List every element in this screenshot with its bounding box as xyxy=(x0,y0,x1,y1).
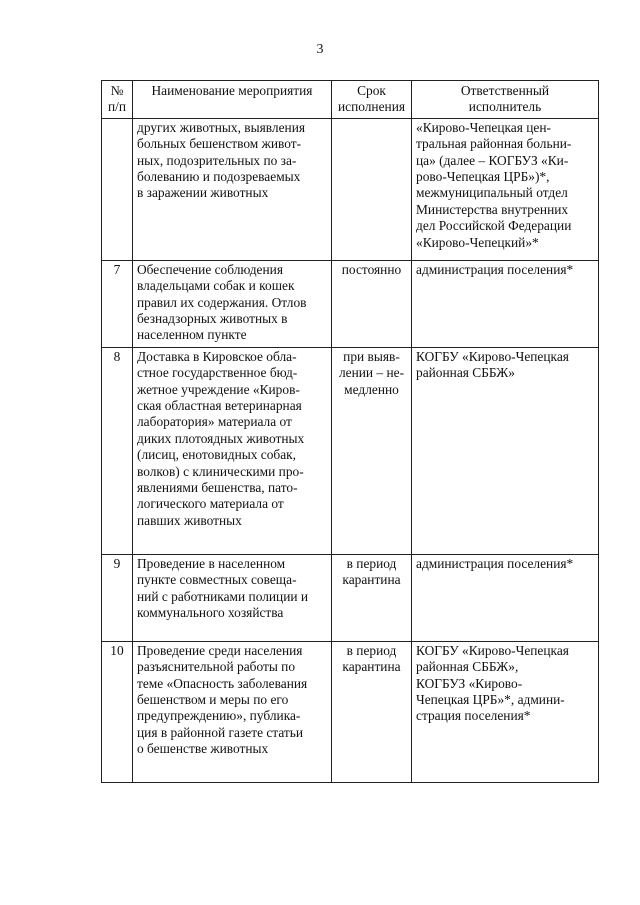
cell-line: ская областная ветеринарная xyxy=(137,398,302,414)
header-num xyxy=(102,81,133,119)
row-num-cell xyxy=(102,118,133,260)
table-header-row xyxy=(102,81,599,119)
row-name-cell xyxy=(133,260,332,347)
cell-line: п/п xyxy=(107,99,127,115)
cell-line: Проведение в населенном xyxy=(137,555,286,571)
row-num-cell: 8 xyxy=(102,347,133,554)
row-term-cell xyxy=(332,118,412,260)
cell-line: медленно xyxy=(344,381,399,397)
cell-line: № xyxy=(110,83,124,98)
cell-line: павших животных xyxy=(137,512,242,528)
cell-line: Министерства внутренних xyxy=(416,201,569,217)
cell-line: правил их содержания. Отлов xyxy=(137,294,307,310)
row-name-cell xyxy=(133,641,332,782)
cell-line: районная СББЖ» xyxy=(416,365,515,381)
cell-line: лении – не- xyxy=(338,365,405,381)
activities-table xyxy=(101,80,599,783)
cell-line: постоянно xyxy=(341,261,402,277)
cell-line: страция поселения* xyxy=(416,708,531,724)
cell-line: администрация поселения* xyxy=(416,555,574,571)
cell-line: ца» (далее – КОГБУЗ «Ки- xyxy=(416,152,569,168)
cell-line: межмуниципальный отдел xyxy=(416,185,568,201)
table-row-8 xyxy=(102,347,599,554)
row-responsible-cell xyxy=(412,641,599,782)
table-row-10 xyxy=(102,641,599,782)
row-num-cell: 7 xyxy=(102,260,133,347)
row-name-cell xyxy=(133,554,332,641)
cell-line: волков) с клиническими про- xyxy=(137,463,304,479)
cell-line: в период xyxy=(346,555,397,571)
page-number: 3 xyxy=(316,42,324,57)
cell-line: предупреждению», публика- xyxy=(137,708,301,724)
cell-line: карантина xyxy=(342,572,401,588)
cell-line: дел Российской Федерации xyxy=(416,218,572,234)
cell-line: теме «Опасность заболевания xyxy=(137,675,308,691)
header-responsible xyxy=(412,81,599,119)
cell-line: исполнитель xyxy=(468,99,542,115)
row-term-cell xyxy=(332,641,412,782)
cell-line: районная СББЖ», xyxy=(416,659,519,675)
cell-line: тральная районная больни- xyxy=(416,136,572,152)
row-responsible-cell xyxy=(412,347,599,554)
cell-line: в заражении животных xyxy=(137,185,269,201)
cell-line: Доставка в Кировское обла- xyxy=(137,348,297,364)
header-name xyxy=(133,81,332,119)
cell-line: больных бешенством живот- xyxy=(137,136,302,152)
table-row-9 xyxy=(102,554,599,641)
cell-line: диких плотоядных животных xyxy=(137,430,305,446)
row-responsible-cell xyxy=(412,118,599,260)
cell-line: пункте совместных совеща- xyxy=(137,572,297,588)
cell-line: других животных, выявления xyxy=(137,119,306,135)
cell-line: болеванию и подозреваемых xyxy=(137,169,301,185)
cell-line: жетное учреждение «Киров- xyxy=(137,381,300,397)
header-term xyxy=(332,81,412,119)
cell-line: Обеспечение соблюдения xyxy=(137,261,283,277)
cell-line: Чепецкая ЦРБ»*, админи- xyxy=(416,692,565,708)
cell-line: ция в районной газете статьи xyxy=(137,724,304,740)
cell-line: ний с работниками полиции и xyxy=(137,588,309,604)
cell-line: администрация поселения* xyxy=(416,261,574,277)
cell-line: логического материала от xyxy=(137,496,284,512)
cell-line: Наименование мероприятия xyxy=(151,83,313,98)
cell-line: (лисиц, енотовидных собак, xyxy=(137,447,297,463)
row-num-cell: 10 xyxy=(102,641,133,782)
row-term-cell xyxy=(332,260,412,347)
cell-line: в период xyxy=(346,642,397,658)
row-responsible-cell xyxy=(412,554,599,641)
cell-line: рово-Чепецкая ЦРБ»)*, xyxy=(416,169,550,185)
cell-line: «Кирово-Чепецкий»* xyxy=(416,234,539,250)
cell-line: лаборатория» материала от xyxy=(137,414,292,430)
table-row-7 xyxy=(102,260,599,347)
cell-line: «Кирово-Чепецкая цен- xyxy=(416,119,551,135)
cell-line: стное государственное бюд- xyxy=(137,365,298,381)
row-responsible-cell xyxy=(412,260,599,347)
cell-line: Проведение среди населения xyxy=(137,642,303,658)
cell-line: явлениями бешенства, пато- xyxy=(137,480,298,496)
row-num-cell: 9 xyxy=(102,554,133,641)
cell-line: карантина xyxy=(342,659,401,675)
cell-line: КОГБУ «Кирово-Чепецкая xyxy=(416,642,569,658)
cell-line: Срок xyxy=(357,83,386,98)
cell-line: о бешенстве животных xyxy=(137,741,269,757)
cell-line: ных, подозрительных по за- xyxy=(137,152,297,168)
cell-line: владельцами собак и кошек xyxy=(137,278,295,294)
cell-line: Ответственный xyxy=(460,83,550,98)
row-name-cell xyxy=(133,347,332,554)
row-term-cell xyxy=(332,554,412,641)
row-name-cell xyxy=(133,118,332,260)
cell-line: при выяв- xyxy=(343,348,400,364)
cell-line: разъяснительной работы по xyxy=(137,659,296,675)
cell-line: бешенством и меры по его xyxy=(137,692,289,708)
table-row-continuation xyxy=(102,118,599,260)
row-term-cell xyxy=(332,347,412,554)
cell-line: КОГБУ «Кирово-Чепецкая xyxy=(416,348,569,364)
cell-line: коммунального хозяйства xyxy=(137,605,284,621)
cell-line: населенном пункте xyxy=(137,327,247,343)
cell-line: исполнения xyxy=(337,99,406,115)
cell-line: безнадзорных животных в xyxy=(137,311,288,327)
cell-line: КОГБУЗ «Кирово- xyxy=(416,675,523,691)
